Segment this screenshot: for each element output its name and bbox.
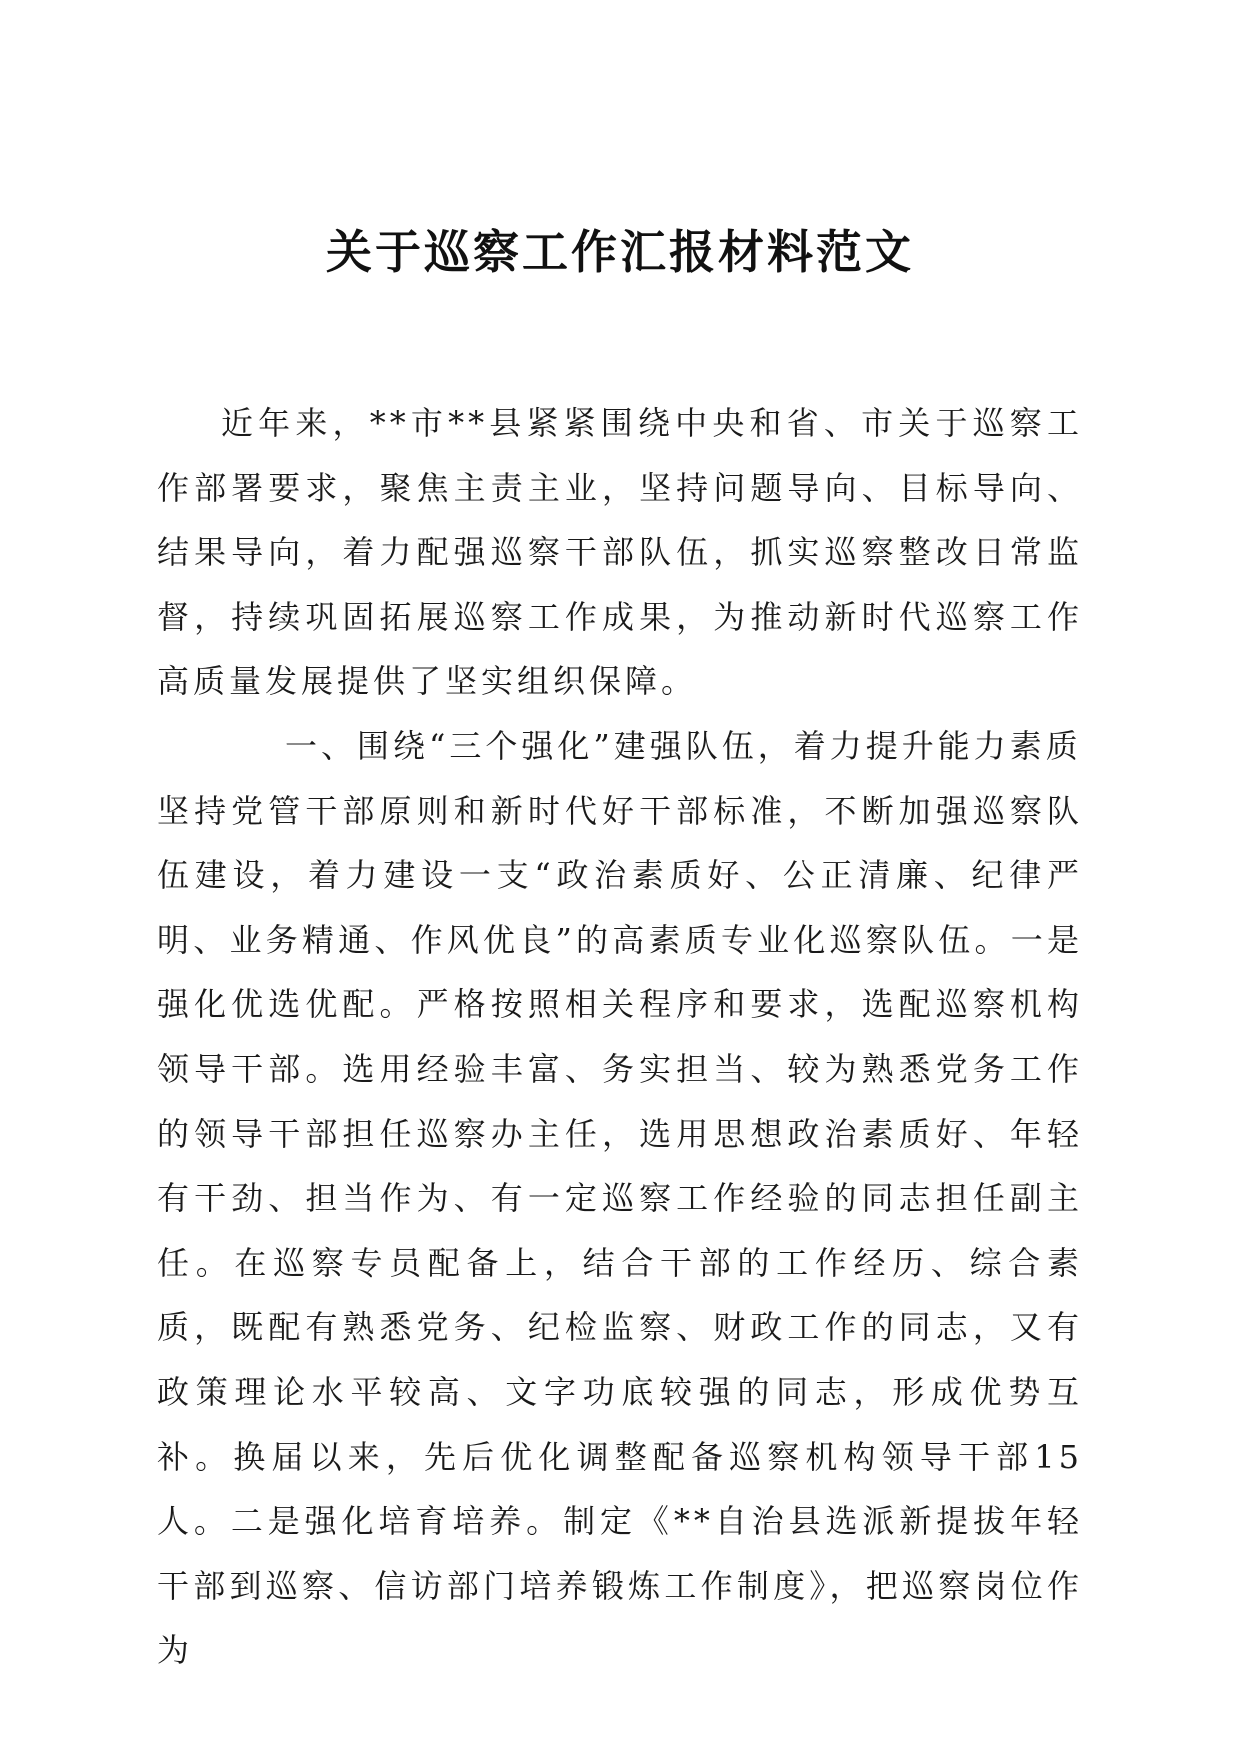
section-heading: 一、围绕“三个强化”建强队伍，着力提升能力素质	[285, 726, 1082, 765]
document-title: 关于巡察工作汇报材料范文	[326, 225, 914, 279]
document-body	[157, 391, 1083, 1683]
section-body-paragraph: 坚持党管干部原则和新时代好干部标准，不断加强巡察队伍建设，着力建设一支“政治素质好、公正清廉、纪律严明、业务精通、作风优良”的高素质专业化巡察队伍。一是强化优选优配。严格按照相关程序和要求，选配巡察机构领导干部。选用经验丰富、务实担当、较为熟悉党务工作的领导干部担任巡察办主任，选用思想政治素质好、年轻有干劲、担当作为、有一定巡察工作经验的同志担任副主任。在巡察专员配备上，结合干部的工作经历、综合素质，既配有熟悉党务、纪检监察、财政工作的同志，又有政策理论水平较高、文字功底较强的同志，形成优势互补。换届以来，先后优化调整配备巡察机构领导干部15人。二是强化培育培养。制定《**自治县选派新提拔年轻干部到巡察、信访部门培养锻炼工作制度》，把巡察岗位作为	[157, 791, 1083, 1670]
section-body-wrapper	[157, 779, 1083, 1683]
intro-paragraph: 近年来，**市**县紧紧围绕中央和省、市关于巡察工作部署要求，聚焦主责主业，坚持问题导向、目标导向、结果导向，着力配强巡察干部队伍，抓实巡察整改日常监督，持续巩固拓展巡察工作成果，为推动新时代巡察工作高质量发展提供了坚实组织保障。	[157, 404, 1083, 701]
